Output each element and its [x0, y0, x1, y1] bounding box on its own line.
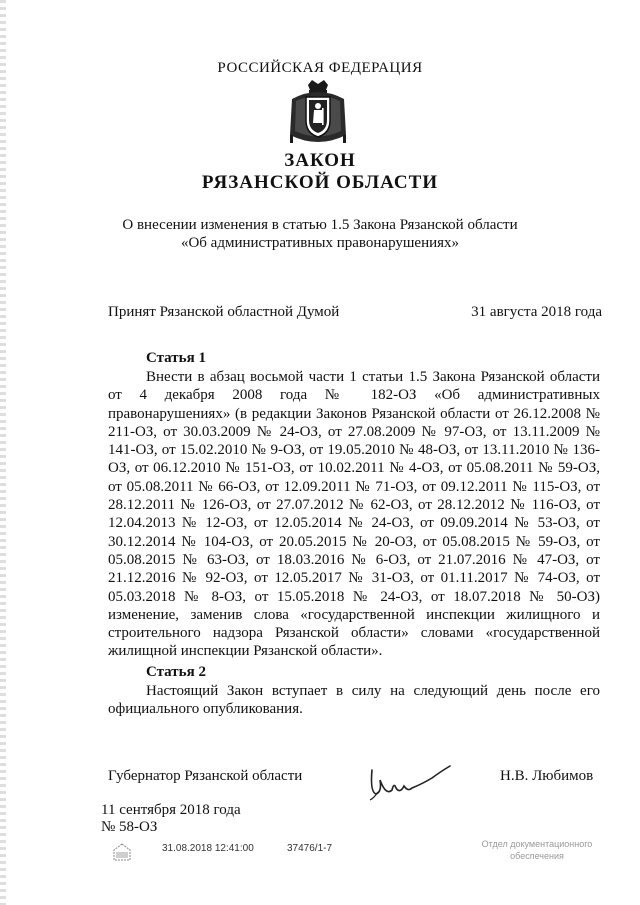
stamp-line-1: Отдел документационного [481, 839, 593, 849]
adopted-by: Принят Рязанской областной Думой [108, 304, 340, 320]
department-stamp [462, 838, 612, 862]
governor-name: Н.В. Любимов [500, 768, 594, 784]
law-title: ЗАКОН [284, 150, 356, 171]
adoption-date: 31 августа 2018 года [471, 304, 602, 320]
law-number: № 58-ОЗ [101, 819, 158, 835]
article-1-text [108, 368, 600, 661]
signing-date: 11 сентября 2018 года [101, 802, 241, 818]
law-region-title: РЯЗАНСКОЙ ОБЛАСТИ [201, 172, 439, 193]
registration-code: 37476/1-7 [287, 843, 333, 854]
article-2-body: Настоящий Закон вступает в силу на следующий день после его официального опубликования. [108, 683, 600, 718]
scan-edge-artifact [0, 0, 6, 905]
governor-position: Губернатор Рязанской области [108, 768, 303, 784]
handwritten-signature-icon [366, 762, 456, 802]
article-1-heading: Статья 1 [146, 350, 206, 366]
article-1-body: Внести в абзац восьмой части 1 статьи 1.5 Закона Рязанской области от 4 декабря 2008 года № 182-ОЗ «Об административных правонарушениях» (в редакции Законов Рязанской области от 26.12.2008 № 211-ОЗ, от 30.03.2009 № 24-ОЗ, от 27.08.2009 № 97-ОЗ, от 13.11.2009 № 141-ОЗ, от 15.02.2010 № 9-ОЗ, от 19.05.2010 № 48-ОЗ, от 13.11.2010 № 136-ОЗ, от 06.12.2010 № 151-ОЗ, от 10.02.2011 № 4-ОЗ, от 05.08.2011 № 59-ОЗ, от 05.08.2011 № 66-ОЗ, от 12.09.2011 № 71-ОЗ, от 09.12.2011 № 115-ОЗ, от 28.12.2011 № 126-ОЗ, от 27.07.2012 № 62-ОЗ, от 28.12.2012 № 116-ОЗ, от 12.04.2013 № 12-ОЗ, от 12.05.2014 № 24-ОЗ, от 09.09.2014 № 53-ОЗ, от 30.12.2014 № 104-ОЗ, от 20.05.2015 № 20-ОЗ, от 05.08.2015 № 59-ОЗ, от 05.08.2015 № 63-ОЗ, от 18.03.2016 № 6-ОЗ, от 21.07.2016 № 47-ОЗ, от 21.12.2016 № 92-ОЗ, от 12.05.2017 № 31-ОЗ, от 01.11.2017 № 74-ОЗ, от 05.03.2018 № 8-ОЗ, от 15.05.2018 № 24-ОЗ, от 18.07.2018 № 50-ОЗ) изменение, заменив слова «государственной инспекции жилищного и строительного надзора Рязанской области» словами «государственной жилищной инспекции Рязанской области». [108, 369, 600, 660]
law-subject-line-2: «Об административных правонарушениях» [180, 235, 460, 251]
stamp-line-2: обеспечения [510, 851, 564, 861]
registration-timestamp: 31.08.2018 12:41:00 [162, 843, 254, 854]
country-heading: РОССИЙСКАЯ ФЕДЕРАЦИЯ [217, 60, 423, 76]
article-2-text [108, 682, 600, 719]
ryazan-coat-of-arms-icon [286, 79, 350, 149]
registry-stamp-icon [110, 842, 134, 866]
article-2-heading: Статья 2 [146, 664, 206, 680]
law-subject-line-1: О внесении изменения в статью 1.5 Закона Рязанской области [122, 217, 518, 233]
